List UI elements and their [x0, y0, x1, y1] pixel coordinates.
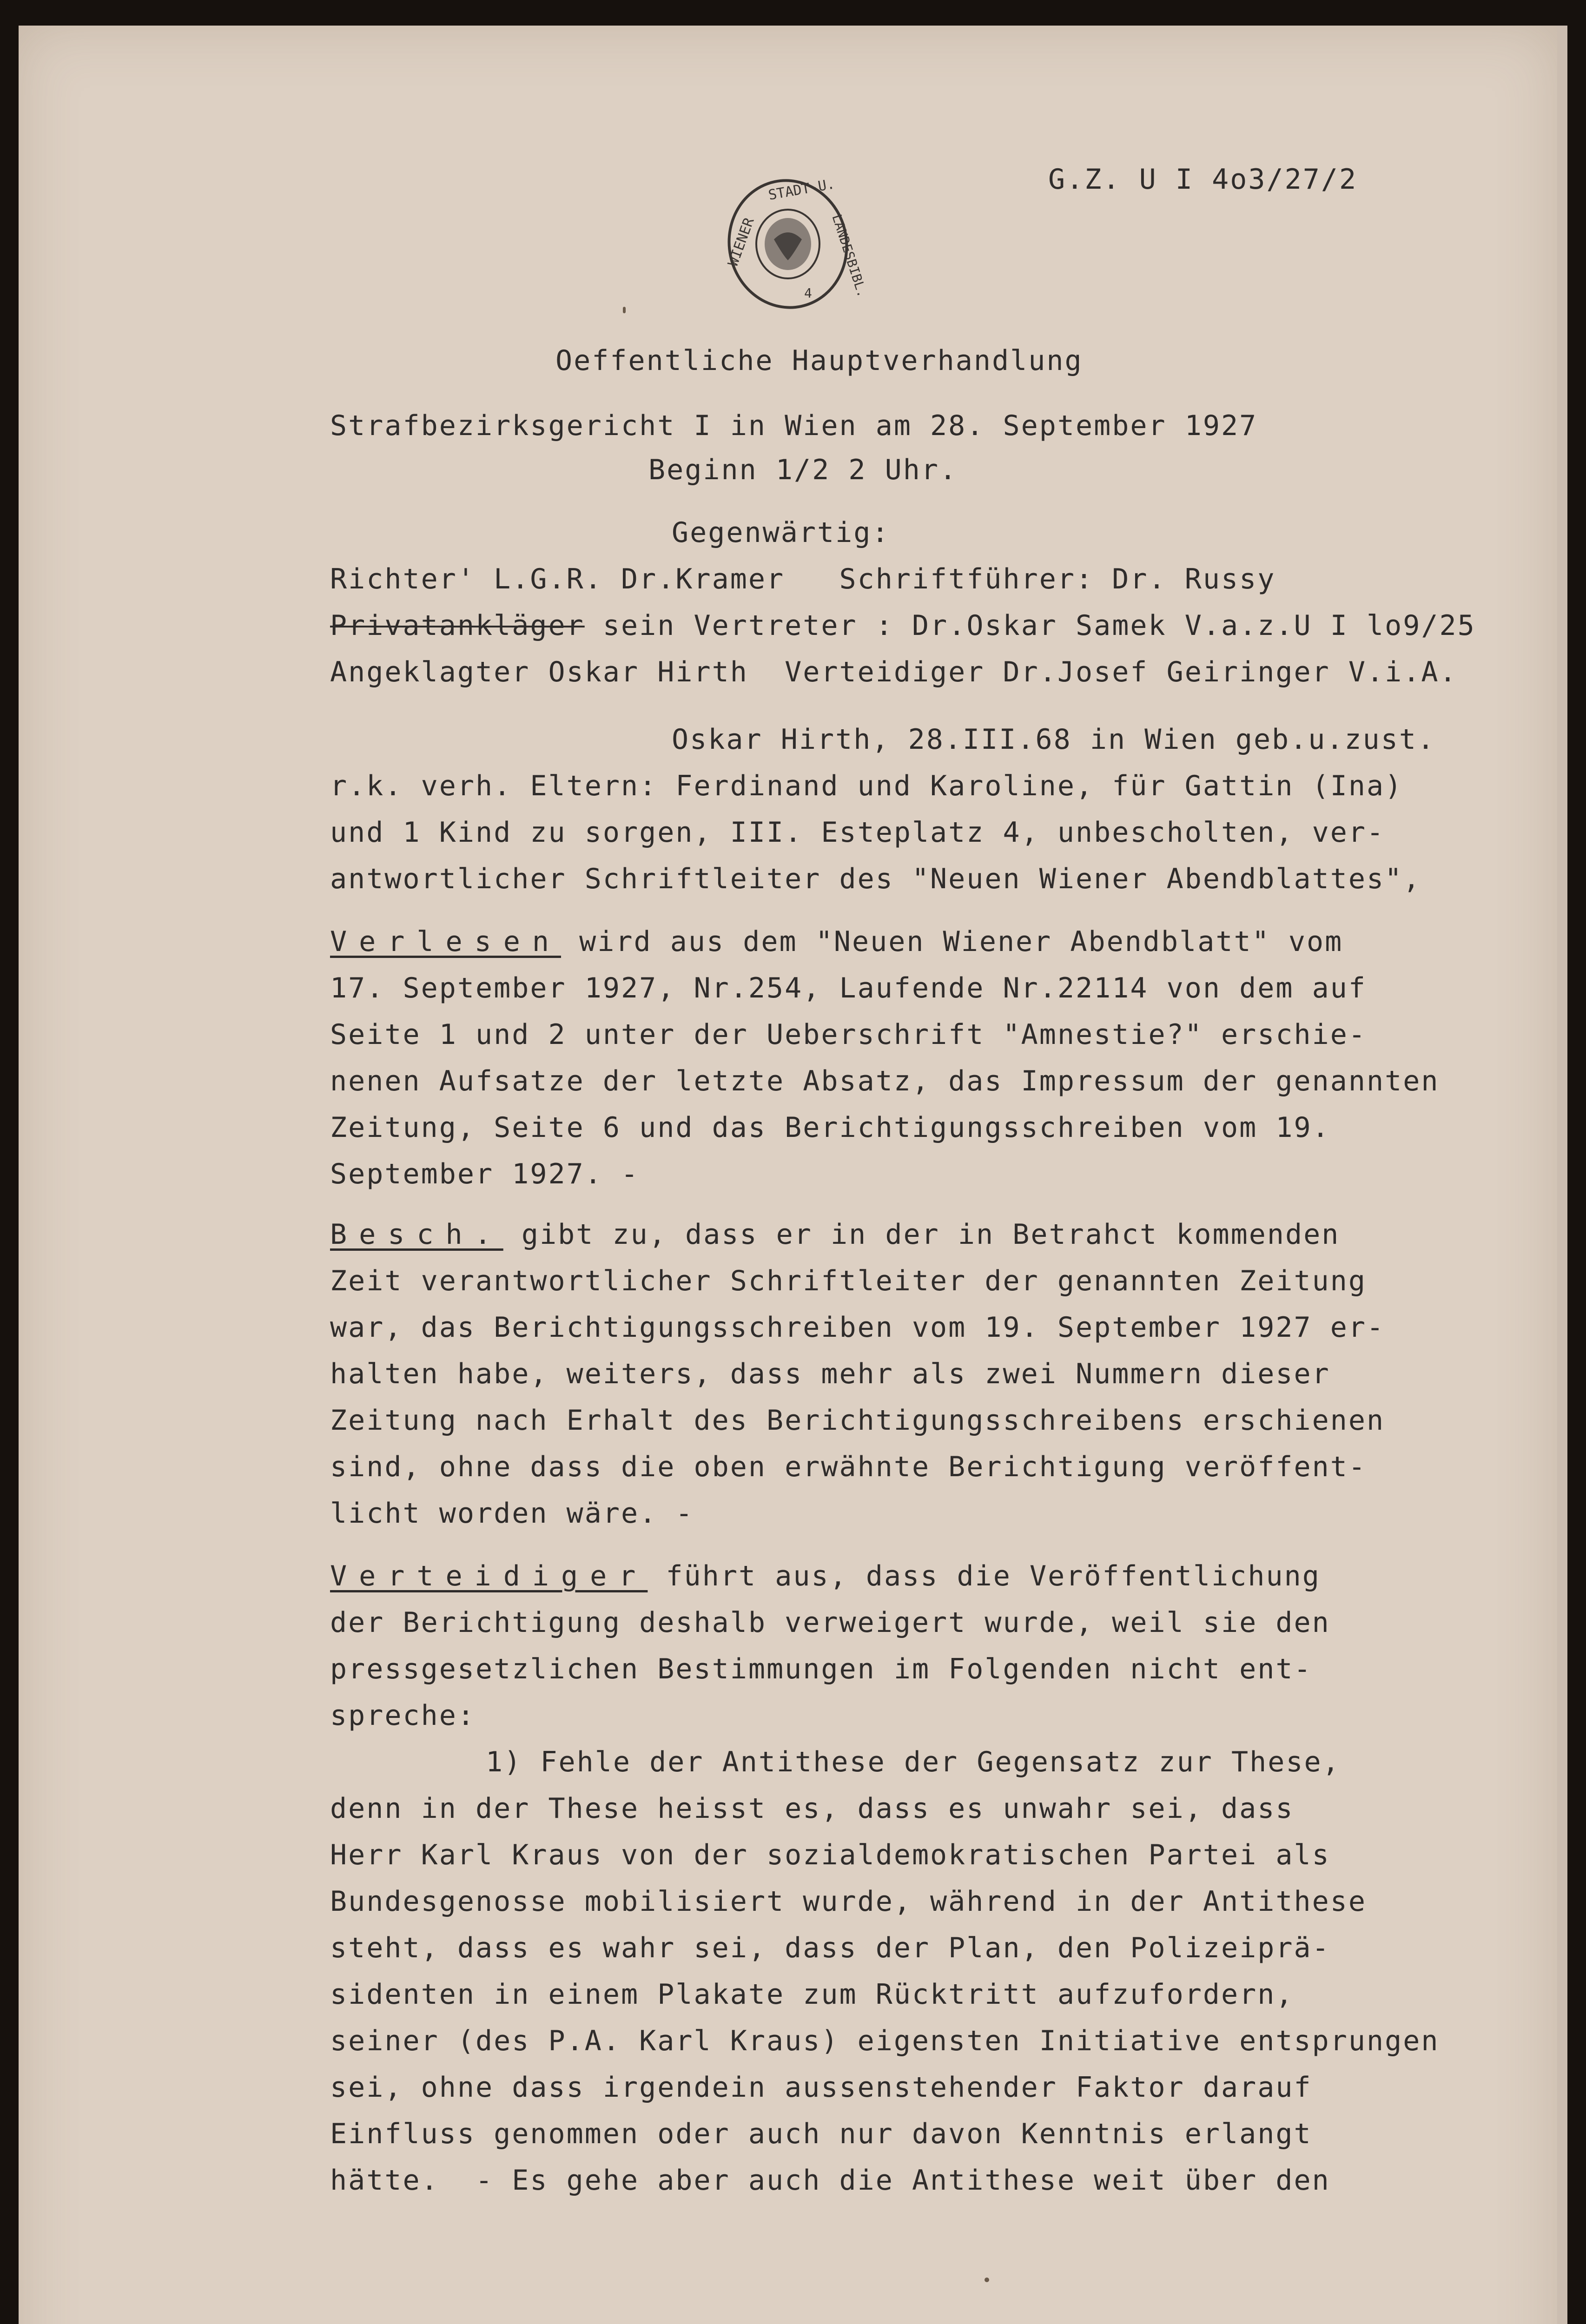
point-1-line: sidenten in einem Plakate zum Rücktritt aufzufordern, — [330, 1978, 1294, 2011]
defendant-line-3: und 1 Kind zu sorgen, III. Esteplatz 4, unbescholten, ver- — [330, 816, 1385, 849]
present-defendant-line: Angeklagter Oskar Hirth Verteidiger Dr.Josef Geiringer V.i.A. — [330, 656, 1458, 688]
besch-line: Zeitung nach Erhalt des Berichtigungsschreibens erschienen — [330, 1404, 1385, 1437]
svg-text:LANDESBIBL.: LANDESBIBL. — [829, 212, 871, 299]
present-plaintiff-line — [330, 609, 1476, 642]
point-1-line: hätte. - Es gehe aber auch die Antithese weit über den — [330, 2164, 1330, 2197]
besch-line: sind, ohne dass die oben erwähnte Berichtigung veröffent- — [330, 1451, 1367, 1483]
present-judge-clerk: Richter' L.G.R. Dr.Kramer Schriftführer: Dr. Russy — [330, 563, 1276, 595]
point-1-line: denn in der These heisst es, dass es unwahr sei, dass — [330, 1792, 1294, 1825]
point-1-line: Bundesgenosse mobilisiert wurde, während in der Antithese — [330, 1885, 1367, 1918]
hearing-title: Oeffentliche Hauptverhandlung — [555, 344, 1083, 377]
svg-text:4: 4 — [804, 285, 812, 301]
verlesen-line: Zeitung, Seite 6 und das Berichtigungsschreiben vom 19. — [330, 1111, 1330, 1144]
verlesen-label: Verlesen — [330, 925, 561, 958]
court-date-line: Strafbezirksgericht I in Wien am 28. September 1927 — [330, 409, 1258, 442]
verlesen-line: nenen Aufsatze der letzte Absatz, das Impressum der genannten — [330, 1065, 1440, 1097]
besch-label: Besch. — [330, 1218, 503, 1251]
verlesen-text: wird aus dem "Neuen Wiener Abendblatt" vom — [561, 925, 1343, 958]
verlesen-line: Seite 1 und 2 unter der Ueberschrift "Amnestie?" erschie- — [330, 1018, 1367, 1051]
besch-text: gibt zu, dass er in der in Betrahct kommenden — [503, 1218, 1340, 1251]
point-1-line: sei, ohne dass irgendein aussenstehender Faktor darauf — [330, 2071, 1312, 2104]
point-1-line: seiner (des P.A. Karl Kraus) eigensten Initiative entsprungen — [330, 2025, 1440, 2057]
paper-speck — [623, 307, 626, 313]
verlesen-line: September 1927. - — [330, 1158, 640, 1190]
verteidiger-line: spreche: — [330, 1699, 476, 1732]
verteidiger-line: der Berichtigung deshalb verweigert wurde, weil sie den — [330, 1606, 1330, 1639]
present-label: Gegenwärtig: — [672, 516, 890, 549]
besch-line: licht worden wäre. - — [330, 1497, 694, 1530]
besch-line: halten habe, weiters, dass mehr als zwei Nummern dieser — [330, 1358, 1330, 1390]
defendant-line-4: antwortlicher Schriftleiter des "Neuen Wiener Abendblattes", — [330, 863, 1421, 895]
page-edge — [1557, 26, 1567, 2324]
svg-text:WIENER: WIENER — [725, 215, 758, 269]
point-1-line: Herr Karl Kraus von der sozialdemokratischen Partei als — [330, 1839, 1330, 1871]
file-number: G.Z. U I 4o3/27/2 — [1048, 163, 1358, 196]
verteidiger-first-line — [330, 1559, 1321, 1593]
point-1-line: steht, dass es wahr sei, dass der Plan, den Polizeiprä- — [330, 1932, 1330, 1964]
point-1-first-line: 1) Fehle der Antithese der Gegensatz zur These, — [486, 1746, 1341, 1778]
plaintiff-representative: sein Vertreter : Dr.Oskar Samek V.a.z.U I lo9/25 — [584, 609, 1476, 642]
besch-line: Zeit verantwortlicher Schriftleiter der genannten Zeitung — [330, 1265, 1367, 1297]
paper-speck — [985, 2278, 989, 2282]
verteidiger-text: führt aus, dass die Veröffentlichung — [648, 1560, 1321, 1592]
point-1-line: Einfluss genommen oder auch nur davon Kenntnis erlangt — [330, 2118, 1312, 2150]
verlesen-first-line — [330, 925, 1343, 958]
verlesen-line: 17. September 1927, Nr.254, Laufende Nr.22114 von dem auf — [330, 972, 1367, 1004]
stamp-seal-icon — [718, 174, 871, 314]
library-stamp — [718, 174, 871, 314]
defendant-line-2: r.k. verh. Eltern: Ferdinand und Karoline, für Gattin (Ina) — [330, 770, 1403, 802]
start-time: Beginn 1/2 2 Uhr. — [648, 454, 958, 486]
verteidiger-label: Verteidiger — [330, 1560, 648, 1592]
verteidiger-line: pressgesetzlichen Bestimmungen im Folgenden nicht ent- — [330, 1653, 1312, 1685]
besch-first-line — [330, 1218, 1340, 1251]
struck-word: Privatankläger — [330, 609, 585, 642]
svg-text:STADT-U.: STADT-U. — [767, 176, 836, 204]
defendant-line-1: Oskar Hirth, 28.III.68 in Wien geb.u.zust. — [672, 723, 1436, 756]
besch-line: war, das Berichtigungsschreiben vom 19. September 1927 er- — [330, 1311, 1385, 1344]
